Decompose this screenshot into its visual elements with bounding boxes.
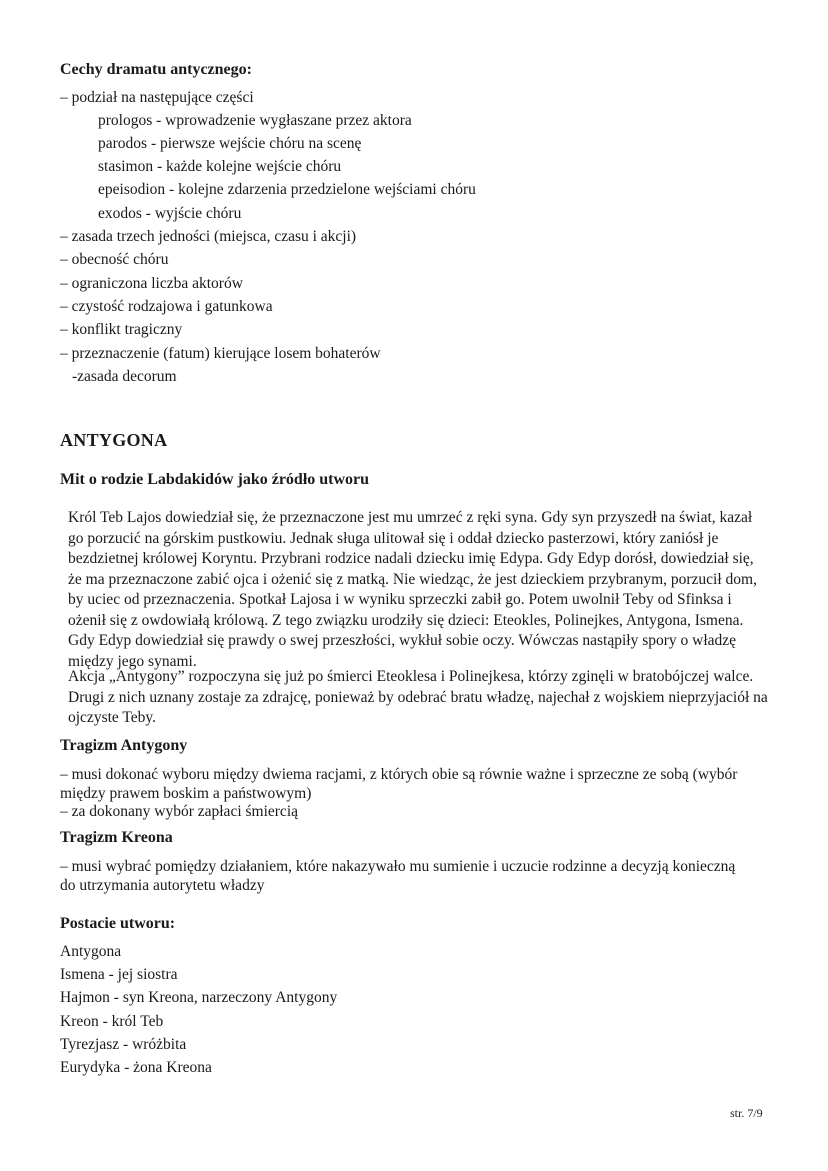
- character-item: Kreon - król Teb: [60, 1013, 164, 1030]
- list-item-part: parodos - pierwsze wejście chóru na scenę: [98, 135, 362, 152]
- list-item-part: stasimon - każde kolejne wejście chóru: [98, 158, 342, 175]
- list-item-part: prologos - wprowadzenie wygłaszane przez aktora: [98, 112, 412, 129]
- character-item: Tyrezjasz - wróżbita: [60, 1036, 187, 1053]
- page-title-antygona: ANTYGONA: [60, 430, 168, 450]
- section-heading-tragizm-kreona: Tragizm Kreona: [60, 829, 173, 846]
- list-item-part: exodos - wyjście chóru: [98, 205, 242, 222]
- tragizm-antygony-item: – za dokonany wybór zapłaci śmiercią: [60, 803, 299, 820]
- list-lead: – podział na następujące części: [60, 89, 254, 106]
- character-item: Ismena - jej siostra: [60, 966, 178, 983]
- list-item-feature: – przeznaczenie (fatum) kierujące losem bohaterów: [60, 345, 381, 362]
- list-item-feature: – obecność chóru: [60, 251, 169, 268]
- tragizm-kreona-item: – musi wybrać pomiędzy działaniem, które nakazywało mu sumienie i uczucie rodzinne a decyzją konieczną do utrzymania autorytetu władzy: [60, 858, 736, 894]
- akcja-paragraph: Akcja „Antygony” rozpoczyna się już po śmierci Eteoklesa i Polinejkesa, którzy zginęli w bratobójczej walce. Drugi z nich uznany zostaje za zdrajcę, ponieważ by odebrać bratu władzę, najechał z wojskiem nieprzyjaciół na ojczyste Teby.: [68, 668, 768, 726]
- character-item: Eurydyka - żona Kreona: [60, 1059, 212, 1076]
- character-item: Hajmon - syn Kreona, narzeczony Antygony: [60, 989, 338, 1006]
- section-heading-tragizm-antygony: Tragizm Antygony: [60, 737, 188, 754]
- list-item-feature: – zasada trzech jedności (miejsca, czasu i akcji): [60, 228, 357, 245]
- mit-paragraph: Król Teb Lajos dowiedział się, że przeznaczone jest mu umrzeć z ręki syna. Gdy syn przyszedł na świat, kazał go porzucić na górskim pustkowiu. Jednak sługa ulitował się i oddał dziecko pasterzowi, który zaniósł je bezdzietnej królowej Koryntu. Przybrani rodzice nadali dziecku imię Edypa. Gdy Edyp dorósł, dowiedział się, że ma przeznaczone zabić ojca i ożenić się z matką. Nie wiedząc, że jest dzieckiem przybranym, porzucił dom, by uciec od przeznaczenia. Spotkał Lajosa i w wyniku sprzeczki zabił go. Potem uwolnił Teby od Sfinksa i ożenił się z owdowiałą królową. Z tego związku urodziły się dzieci: Eteokles, Polinejkes, Antygona, Ismena. Gdy Edyp dowiedział się prawdy o swej przeszłości, wykłuł sobie oczy. Wówczas nastąpiły spory o władzę między jego synami.: [68, 509, 757, 670]
- list-item-feature: – konflikt tragiczny: [60, 321, 183, 338]
- section-heading-cechy: Cechy dramatu antycznego:: [60, 61, 252, 78]
- section-heading-mit: Mit o rodzie Labdakidów jako źródło utworu: [60, 471, 370, 488]
- section-heading-postacie: Postacie utworu:: [60, 915, 176, 932]
- page-number: str. 7/9: [730, 1106, 763, 1120]
- tragizm-antygony-item: – musi dokonać wyboru między dwiema racjami, z których obie są równie ważne i sprzeczne ze sobą (wybór między prawem boskim a państwowym): [60, 766, 738, 802]
- list-item-feature: -zasada decorum: [72, 368, 177, 385]
- list-item-part: epeisodion - kolejne zdarzenia przedzielone wejściami chóru: [98, 181, 476, 198]
- character-item: Antygona: [60, 943, 122, 960]
- list-item-feature: – ograniczona liczba aktorów: [60, 275, 243, 292]
- list-item-feature: – czystość rodzajowa i gatunkowa: [60, 298, 273, 315]
